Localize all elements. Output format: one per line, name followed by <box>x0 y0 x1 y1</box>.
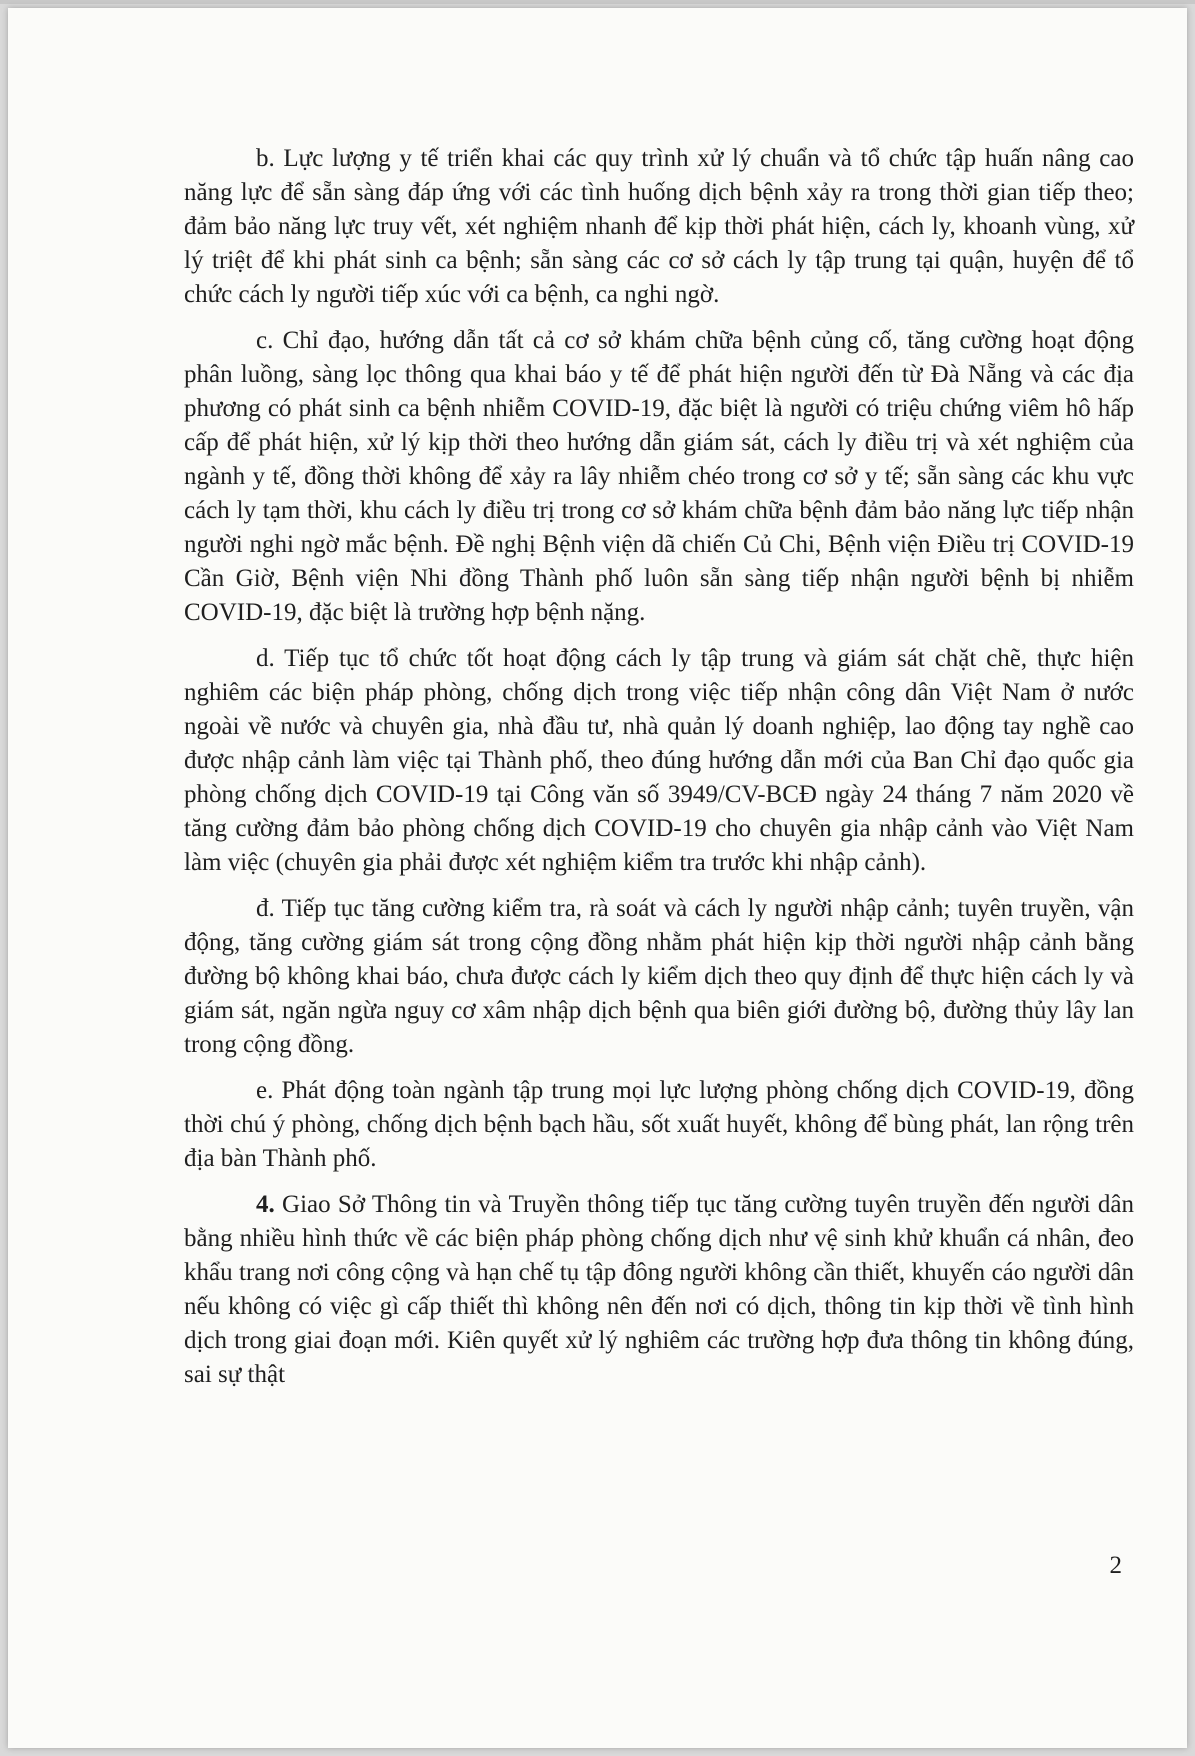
paragraph-item-4 <box>184 1188 1134 1392</box>
item-4-text: Giao Sở Thông tin và Truyền thông tiếp tục tăng cường tuyên truyền đến người dân bằng nhiều hình thức về các biện pháp phòng chống dịch như vệ sinh khử khuẩn cá nhân, đeo khẩu trang nơi công cộng và hạn chế tụ tập đông người không cần thiết, khuyến cáo người dân nếu không có việc gì cấp thiết thì không nên đến nơi có dịch, thông tin kịp thời về tình hình dịch trong giai đoạn mới. Kiên quyết xử lý nghiêm các trường hợp đưa thông tin không đúng, sai sự thật <box>184 1191 1134 1388</box>
paragraph-dd: đ. Tiếp tục tăng cường kiểm tra, rà soát và cách ly người nhập cảnh; tuyên truyền, vận động, tăng cường giám sát trong cộng đồng nhằm phát hiện kịp thời người nhập cảnh bằng đường bộ không khai báo, chưa được cách ly kiểm dịch theo quy định để thực hiện cách ly và giám sát, ngăn ngừa nguy cơ xâm nhập dịch bệnh qua biên giới đường bộ, đường thủy lây lan trong cộng đồng. <box>184 895 1134 1058</box>
paragraph-c: c. Chỉ đạo, hướng dẫn tất cả cơ sở khám chữa bệnh củng cố, tăng cường hoạt động phân luồng, sàng lọc thông qua khai báo y tế để phát hiện người đến từ Đà Nẵng và các địa phương có phát sinh ca bệnh nhiễm COVID-19, đặc biệt là người có triệu chứng viêm hô hấp cấp để phát hiện, xử lý kịp thời theo hướng dẫn giám sát, cách ly điều trị và xét nghiệm của ngành y tế, đồng thời không để xảy ra lây nhiễm chéo trong cơ sở y tế; sẵn sàng các khu vực cách ly tạm thời, khu cách ly điều trị trong cơ sở khám chữa bệnh đảm bảo năng lực tiếp nhận người nghi ngờ mắc bệnh. Đề nghị Bệnh viện dã chiến Củ Chi, Bệnh viện Điều trị COVID-19 Cần Giờ, Bệnh viện Nhi đồng Thành phố luôn sẵn sàng tiếp nhận người bệnh bị nhiễm COVID-19, đặc biệt là trường hợp bệnh nặng. <box>184 327 1134 626</box>
document-page <box>8 8 1187 1748</box>
item-4-number: 4. <box>256 1191 275 1218</box>
page-top-edge <box>0 0 1195 4</box>
document-body <box>184 142 1134 1404</box>
page-number: 2 <box>1109 1552 1122 1579</box>
paragraph-e: e. Phát động toàn ngành tập trung mọi lực lượng phòng chống dịch COVID-19, đồng thời chú ý phòng, chống dịch bệnh bạch hầu, sốt xuất huyết, không để bùng phát, lan rộng trên địa bàn Thành phố. <box>184 1077 1134 1172</box>
paragraph-d: d. Tiếp tục tổ chức tốt hoạt động cách ly tập trung và giám sát chặt chẽ, thực hiện nghiêm các biện pháp phòng, chống dịch trong việc tiếp nhận công dân Việt Nam ở nước ngoài về nước và chuyên gia, nhà đầu tư, nhà quản lý doanh nghiệp, lao động tay nghề cao được nhập cảnh làm việc tại Thành phố, theo đúng hướng dẫn mới của Ban Chỉ đạo quốc gia phòng chống dịch COVID-19 tại Công văn số 3949/CV-BCĐ ngày 24 tháng 7 năm 2020 về tăng cường đảm bảo phòng chống dịch COVID-19 cho chuyên gia nhập cảnh vào Việt Nam làm việc (chuyên gia phải được xét nghiệm kiểm tra trước khi nhập cảnh). <box>184 645 1134 876</box>
paragraph-b: b. Lực lượng y tế triển khai các quy trình xử lý chuẩn và tổ chức tập huấn nâng cao năng lực để sẵn sàng đáp ứng với các tình huống dịch bệnh xảy ra trong thời gian tiếp theo; đảm bảo năng lực truy vết, xét nghiệm nhanh để kịp thời phát hiện, cách ly, khoanh vùng, xử lý triệt để khi phát sinh ca bệnh; sẵn sàng các cơ sở cách ly tập trung tại quận, huyện để tổ chức cách ly người tiếp xúc với ca bệnh, ca nghi ngờ. <box>184 145 1134 308</box>
